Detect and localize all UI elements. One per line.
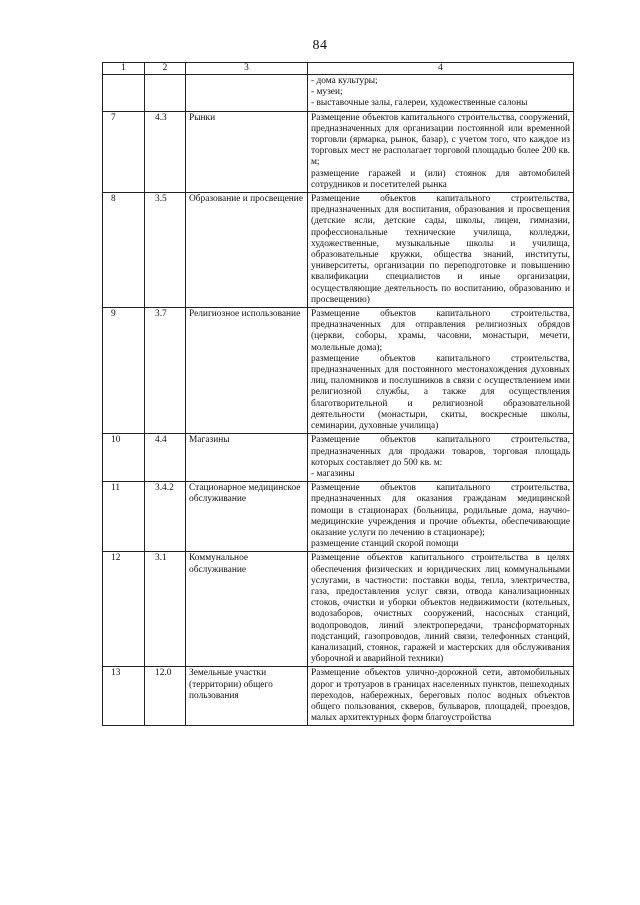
row-number: 10 (103, 434, 145, 482)
use-code: 12.0 (145, 667, 186, 726)
row-number: 12 (103, 552, 145, 667)
description-paragraph: размещение объектов капитального строительства, предназначенных для постоянного местонахождения духовных лиц, паломников и послушников в связи с осуществлением ими религиозной службы, а также для осуществления благотворительной и религиозной образовательной деятельности (монастыри, скиты, воскресные школы, семинарии, духовные училища) (311, 353, 570, 432)
page-number: 84 (312, 38, 328, 53)
description-paragraph: - дома культуры; (311, 76, 378, 86)
description-paragraph: размещение станций скорой помощи (311, 539, 459, 550)
description-paragraph: Размещение объектов капитального строительства, предназначенных для оказания гражданам медицинской помощи в стационарах (больницы, родильные дома, научно-медицинские учреждения и прочие объекты, обеспечивающие оказание услуги по лечению в стационаре); (311, 483, 570, 538)
use-description (308, 111, 574, 192)
use-code: 4.4 (145, 434, 186, 482)
description-paragraph: Размещение объектов капитального строительства, предназначенных для воспитания, образования и просвещения (детские ясли, детские сады, школы, лицеи, гимназии, профессиональные технические училища, колледжи, художественные, музыкальные школы и училища, образовательные кружки, общества знаний, институты, университеты, организации по переподготовке и повышению квалификации специалистов и иные организации, осуществляющие деятельность по воспитанию, образованию и просвещению) (311, 194, 570, 305)
use-code: 3.7 (145, 308, 186, 434)
row-number: 11 (103, 482, 145, 552)
use-name: Магазины (186, 434, 308, 482)
use-name: Земельные участки (территории) общего пользования (186, 667, 308, 726)
use-code: 3.5 (145, 193, 186, 308)
row-number (103, 75, 145, 112)
use-description (308, 552, 574, 667)
row-number: 8 (103, 193, 145, 308)
row-number: 9 (103, 308, 145, 434)
table-row (103, 75, 574, 112)
description-paragraph: - выставочные залы, галереи, художественные салоны (311, 98, 528, 109)
use-code: 4.3 (145, 111, 186, 192)
description-paragraph: Размещение объектов капитального строительства в целях обеспечения физических и юридических лиц коммунальными услугами, в частности: поставки воды, тепла, электричества, газа, предоставления услуг связи, отвода канализационных стоков, очистки и уборки объектов недвижимости (котельных, водозаборов, очистных сооружений, насосных станций, водопроводов, линий электропередачи, трансформаторных подстанций, газопроводов, линий связи, телефонных станций, канализаций, стоянок, гаражей и мастерских для обслуживания уборочной и аварийной техники) (311, 553, 570, 665)
use-name (186, 75, 308, 112)
table-row (103, 193, 574, 308)
row-number: 13 (103, 667, 145, 726)
description-paragraph: - магазины (311, 468, 355, 479)
use-name: Образование и просвещение (186, 193, 308, 308)
header-cell: 1 (103, 63, 145, 75)
description-paragraph: Размещение объектов капитального строительства, предназначенных для продажи товаров, торговая площадь которых составляет до 500 кв. м: (311, 435, 570, 468)
use-code: 3.4.2 (145, 482, 186, 552)
use-name: Коммунальное обслуживание (186, 552, 308, 667)
use-description (308, 308, 574, 434)
description-paragraph: Размещение объектов капитального строительства, предназначенных для отправления религиозных обрядов (церкви, соборы, храмы, часовни, монастыри, мечети, молельные дома); (311, 309, 570, 353)
description-paragraph: размещение гаражей и (или) стоянок для автомобилей сотрудников и посетителей рынка (311, 168, 570, 190)
description-paragraph: Размещение объектов улично-дорожной сети, автомобильных дорог и тротуаров в границах населенных пунктов, пешеходных переходов, набережных, береговых полос водных объектов общего пользования, скверов, бульваров, площадей, проездов, малых архитектурных форм благоустройства (311, 668, 570, 724)
table-row (103, 667, 574, 726)
use-description (308, 482, 574, 552)
table-row (103, 552, 574, 667)
description-paragraph: Размещение объектов капитального строительства, сооружений, предназначенных для организации постоянной или временной торговли (ярмарка, рынок, базар), с учетом того, что каждое из торговых мест не располагает торговой площадью более 200 кв. м; (311, 112, 570, 168)
table-row (103, 434, 574, 482)
table-header-row (103, 63, 574, 75)
use-name: Религиозное использование (186, 308, 308, 434)
description-paragraph: - музеи; (311, 87, 343, 98)
row-number: 7 (103, 111, 145, 192)
use-description (308, 434, 574, 482)
use-description (308, 667, 574, 726)
table-row (103, 482, 574, 552)
header-cell: 2 (145, 63, 186, 75)
header-cell: 4 (308, 63, 574, 75)
use-description (308, 193, 574, 308)
use-code (145, 75, 186, 112)
use-code: 3.1 (145, 552, 186, 667)
header-cell: 3 (186, 63, 308, 75)
table-row (103, 308, 574, 434)
use-name: Стационарное медицинское обслуживание (186, 482, 308, 552)
use-description (308, 75, 574, 112)
use-name: Рынки (186, 111, 308, 192)
land-use-table (102, 62, 574, 726)
table-row (103, 111, 574, 192)
